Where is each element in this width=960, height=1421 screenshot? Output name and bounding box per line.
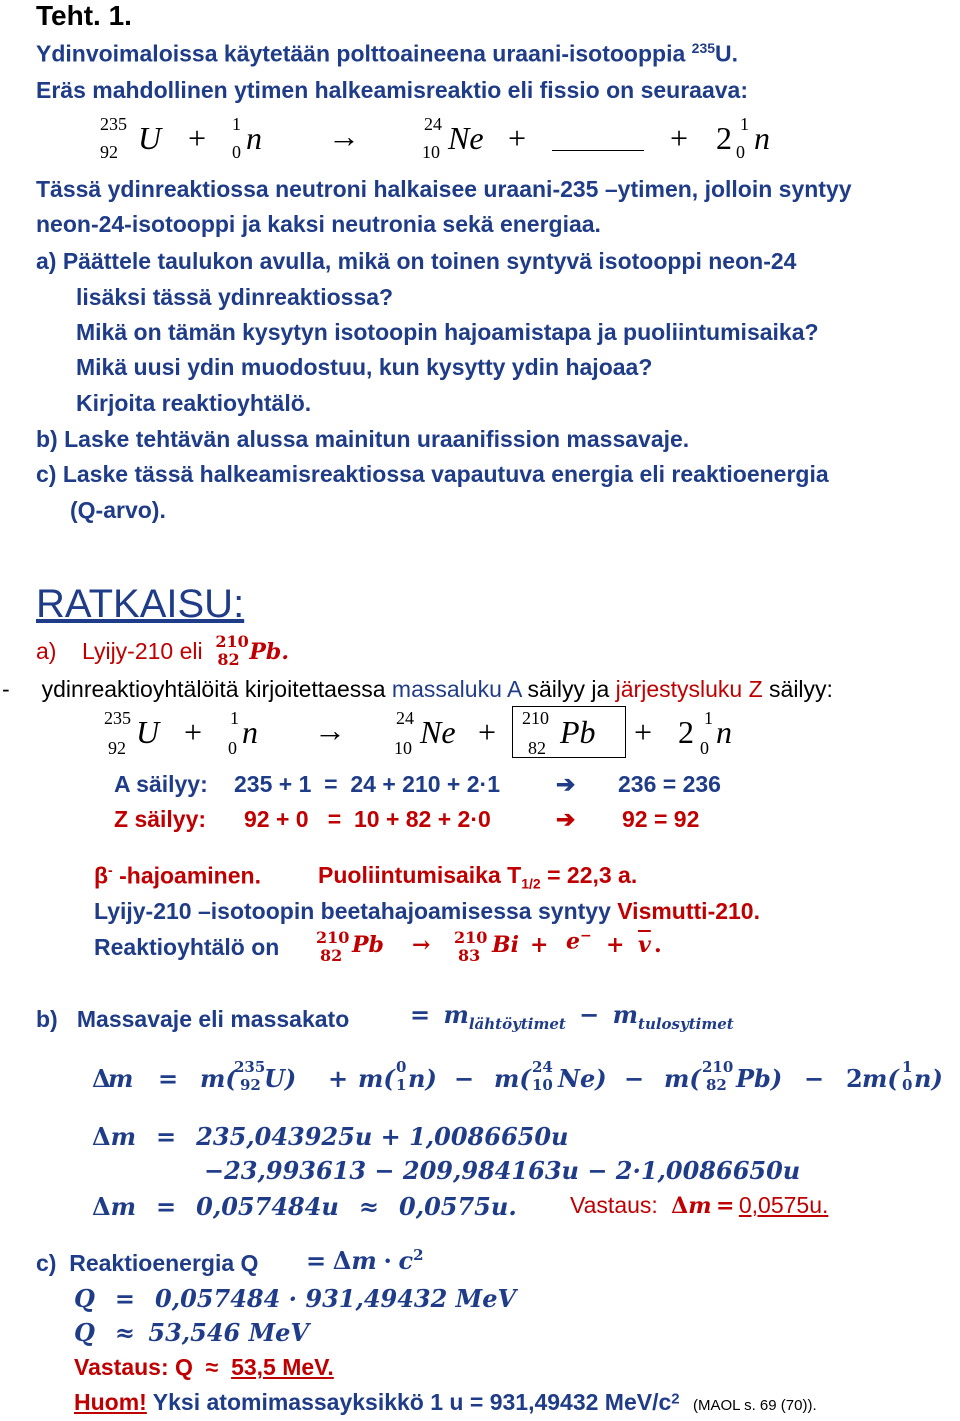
- c-label: c) Reaktioenergia Q: [36, 1250, 259, 1276]
- question-a-2: lisäksi tässä ydinreaktiossa?: [76, 284, 394, 310]
- desc-line-1: Tässä ydinreaktiossa neutroni halkaisee uraani-235 –ytimen, jolloin syntyy: [36, 176, 852, 202]
- energy-line-2: Q = 0,057484 · 931,49432 MeV: [74, 1284, 517, 1313]
- Z-conservation-label: Z säilyy:: [114, 806, 207, 832]
- A-conservation-result: 236 = 236: [618, 771, 721, 797]
- mass-defect-def: = $m_{lähtöytimet} - m_{tulosytimet}$: [410, 1000, 734, 1033]
- reaction-line: Reaktioyhtälö on: [94, 934, 280, 960]
- question-b: b) Laske tehtävän alussa mainitun uraanifission massavaje.: [36, 426, 690, 452]
- Z-conservation-eq: 92 + 0 = 10 + 82 + 2·0: [244, 806, 491, 832]
- question-a-3: Mikä on tämän kysytyn isotoopin hajoamistapa ja puoliintumisaika?: [76, 319, 819, 345]
- conservation-line: - ydinreaktioyhtälöitä kirjoitettaessa massaluku A säilyy ja järjestysluku Z säilyy:: [2, 676, 833, 702]
- arrow-icon: ➔: [556, 806, 576, 832]
- intro-line-1: Ydinvoimaloissa käytetään polttoaineena uraani-isotooppia $^{235}$U.: [36, 40, 739, 67]
- decay-equation: 210 82 Pb → 210 83 Bi + e− + $\overline{v}$ .: [316, 928, 662, 965]
- energy-line-3: Q ≈ 53,546 MeV: [74, 1318, 310, 1347]
- b-answer: Vastaus: Δm = 0,0575u.: [570, 1192, 829, 1219]
- question-c-2: (Q-arvo).: [70, 497, 166, 523]
- energy-formula: = $\Delta m \cdot c^2$: [306, 1246, 424, 1275]
- note-line: Huom! Yksi atomimassayksikkö 1 u = 931,49432 MeV/$c^2$ (MAOL s. 69 (70)).: [74, 1389, 817, 1415]
- intro-line-2: Eräs mahdollinen ytimen halkeamisreaktio eli fissio on seuraava:: [36, 77, 749, 103]
- task-title: Teht. 1.: [36, 0, 132, 31]
- A-conservation-label: A säilyy:: [114, 771, 208, 797]
- question-a-5: Kirjoita reaktioyhtälö.: [76, 390, 312, 416]
- fission-equation-solved: 235 92 U + 1 0 n → 24 10 Ne + 210 82 Pb + 2 1 0 n: [104, 708, 732, 758]
- b-label: b) Massavaje eli massakato: [36, 1006, 350, 1032]
- half-life: Puoliintumisaika $T_{1/2} = 22,3$ a.: [318, 862, 638, 892]
- mass-defect-line-3: −23,993613 − 209,984163u − 2·1,0086650u: [204, 1156, 801, 1185]
- A-conservation-eq: 235 + 1 = 24 + 210 + 2·1: [234, 771, 500, 797]
- solution-a-line: a) Lyijy-210 eli 210 82 Pb.: [36, 632, 289, 669]
- fission-equation: 235 92 U + 1 0 n → 24 10 Ne + + 2 1 0 n: [100, 114, 770, 162]
- desc-line-2: neon-24-isotooppi ja kaksi neutronia sekä energiaa.: [36, 211, 601, 237]
- question-c-1: c) Laske tässä halkeamisreaktiossa vapautuva energia eli reaktioenergia: [36, 461, 829, 487]
- question-a-1: a) Päättele taulukon avulla, mikä on toinen syntyvä isotooppi neon-24: [36, 248, 797, 274]
- mass-defect-line-2: Δm = 235,043925u + 1,0086650u: [92, 1122, 569, 1151]
- mass-defect-formula: Δ m = m( 235 92 U) + m( 0 1 n) − m( 24 10 Ne) − m( 210 82 Pb) − 2 m( 1 0 n): [92, 1058, 943, 1094]
- solution-heading: RATKAISU:: [36, 582, 245, 626]
- decay-line: Lyijy-210 –isotoopin beetahajoamisessa syntyy Vismutti-210.: [94, 898, 760, 924]
- arrow-icon: ➔: [556, 771, 576, 797]
- beta-decay: β- -hajoaminen.: [94, 862, 261, 889]
- question-a-4: Mikä uusi ydin muodostuu, kun kysytty ydin hajoaa?: [76, 354, 653, 380]
- mass-defect-line-4: Δm = 0,057484u ≈ 0,0575u.: [92, 1192, 517, 1221]
- c-answer: Vastaus: Q ≈ 53,5 MeV.: [74, 1354, 334, 1380]
- Z-conservation-result: 92 = 92: [622, 806, 700, 832]
